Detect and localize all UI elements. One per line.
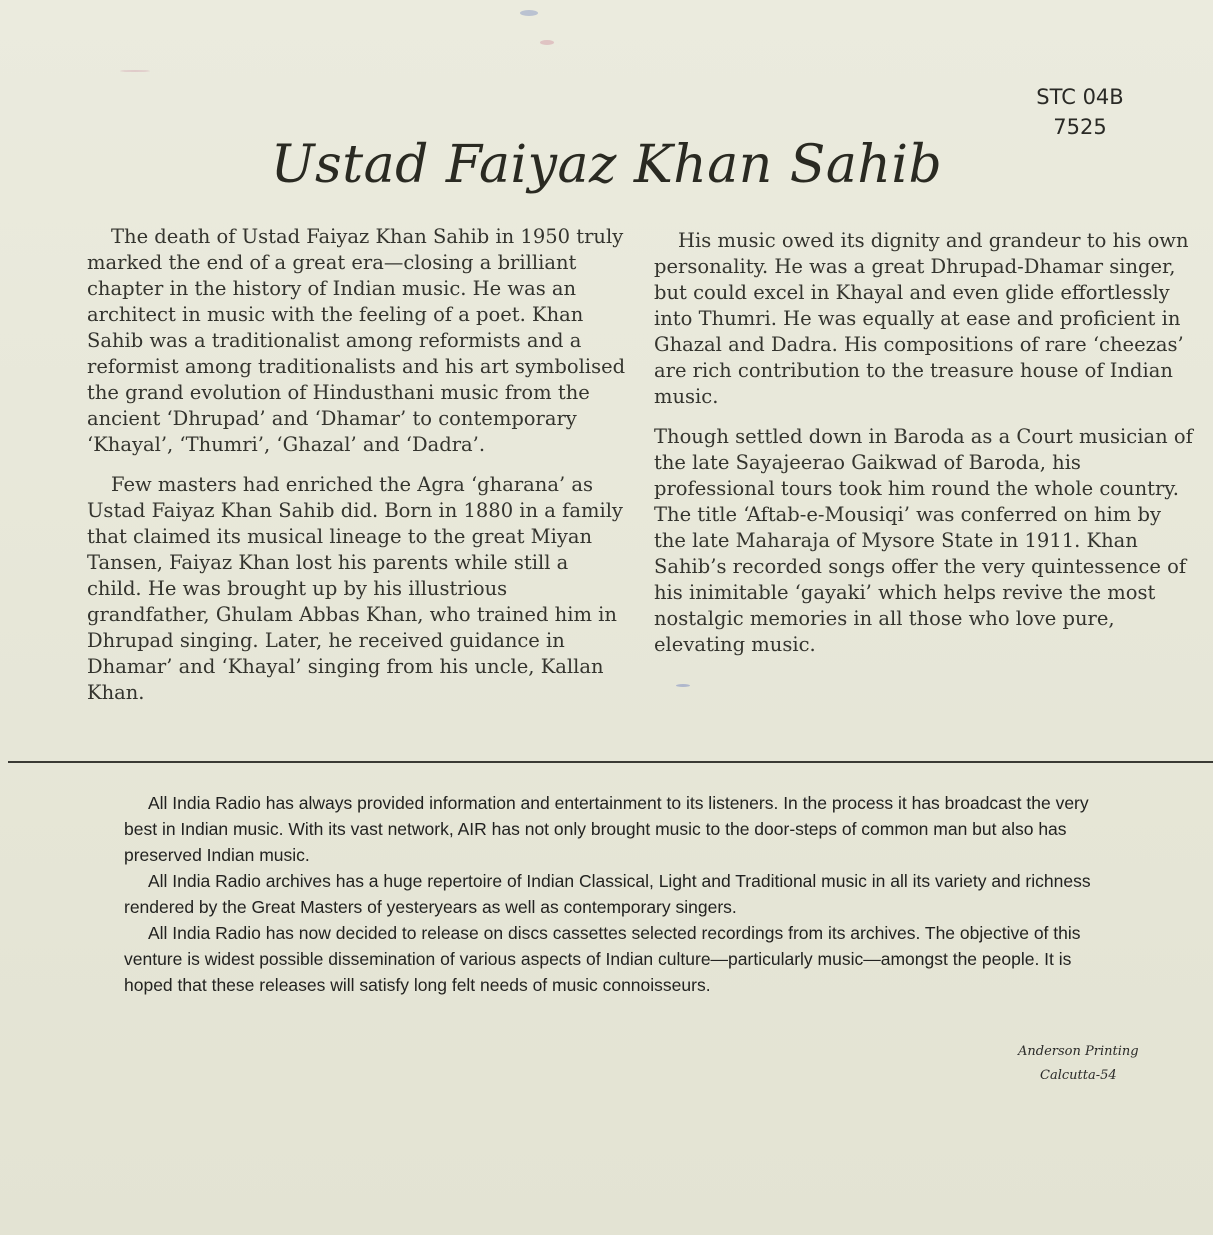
paragraph: All India Radio archives has a huge repertoire of Indian Classical, Light and Traditional music in all its variety and richness rendered by the Great Masters of yesteryears as well as contemporary singers. <box>124 871 1091 917</box>
catalog-number: 7525 <box>1053 115 1107 139</box>
paragraph: The death of Ustad Faiyaz Khan Sahib in 1950 truly marked the end of a great era—closing a brilliant chapter in the history of Indian music. He was an architect in music with the feeling of a poet. Khan Sahib was a traditionalist among reformists and a reformist among traditionalists and his art symbolised the grand evolution of Hindusthani music from the ancient ‘Dhrupad’ and ‘Dhamar’ to contemporary ‘Khayal’, ‘Thumri’, ‘Ghazal’ and ‘Dadra’. <box>87 225 626 456</box>
print-speck <box>120 70 150 72</box>
printer-city: Calcutta-54 <box>1040 1068 1117 1083</box>
printer-imprint <box>1018 1040 1139 1088</box>
left-column <box>87 224 627 720</box>
right-column <box>654 228 1194 672</box>
catalog-number-block <box>1000 82 1160 142</box>
page-title: Ustad Faiyaz Khan Sahib <box>270 135 943 195</box>
paragraph: Few masters had enriched the Agra ‘gharana’ as Ustad Faiyaz Khan Sahib did. Born in 1880 in a family that claimed its musical lineage to the great Miyan Tansen, Faiyaz Khan lost his parents while still a child. He was brought up by his illustrious grandfather, Ghulam Abbas Khan, who trained him in Dhrupad singing. Later, he received guidance in Dhamar’ and ‘Khayal’ singing from his uncle, Kallan Khan. <box>87 473 623 704</box>
paragraph: All India Radio has now decided to release on discs cassettes selected recordings from its archives. The objective of this venture is widest possible dissemination of various aspects of Indian culture—particularly music—amongst the people. It is hoped that these releases will satisfy long felt needs of music connoisseurs. <box>124 923 1081 995</box>
print-speck <box>540 40 554 45</box>
print-speck <box>520 10 538 16</box>
printer-name: Anderson Printing <box>1018 1044 1139 1059</box>
paragraph: Though settled down in Baroda as a Court musician of the late Sayajeerao Gaikwad of Baroda, his professional tours took him round the whole country. The title ‘Aftab-e-Mousiqi’ was conferred on him by the late Maharaja of Mysore State in 1911. Khan Sahib’s recorded songs offer the very quintessence of his inimitable ‘gayaki’ which helps revive the most nostalgic memories in all those who love pure, elevating music. <box>654 425 1193 656</box>
catalog-code: STC 04B <box>1036 85 1124 109</box>
air-statement <box>124 790 1124 998</box>
paragraph: His music owed its dignity and grandeur to his own personality. He was a great Dhrupad-Dhamar singer, but could excel in Khayal and even glide effortlessly into Thumri. He was equally at ease and proficient in Ghazal and Dadra. His compositions of rare ‘cheezas’ are rich contribution to the treasure house of Indian music. <box>654 229 1189 408</box>
paragraph: All India Radio has always provided information and entertainment to its listeners. In the process it has broadcast the very best in Indian music. With its vast network, AIR has not only brought music to the door-steps of common man but also has preserved Indian music. <box>124 793 1089 865</box>
section-divider <box>8 761 1213 763</box>
print-speck <box>676 684 690 687</box>
